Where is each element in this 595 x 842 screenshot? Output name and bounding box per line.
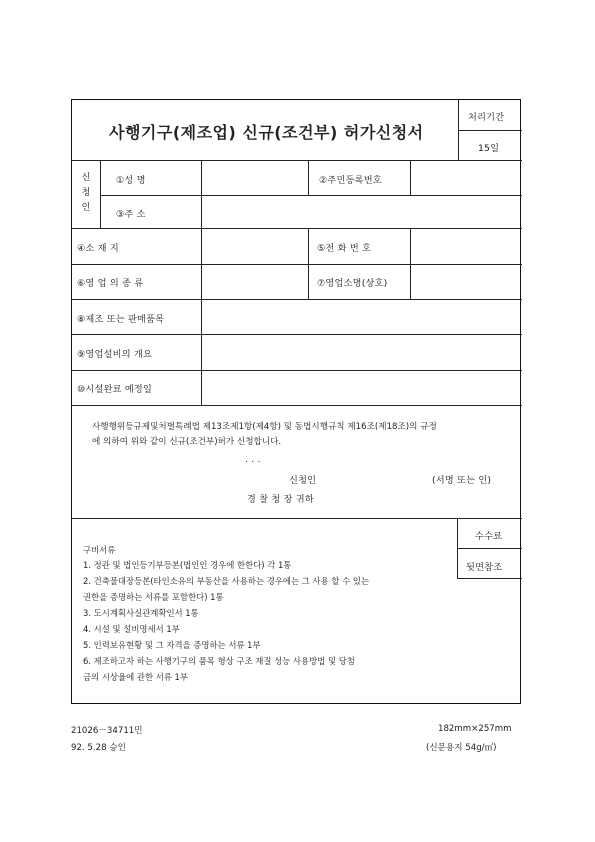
- document-item: 5. 인력보유현황 및 그 자격을 증명하는 서류 1부: [83, 640, 261, 650]
- name-label: ①성 명: [116, 175, 146, 186]
- document-item: 권한을 증명하는 서류를 포함한다) 1통: [83, 592, 224, 602]
- processing-period-value: 15일: [478, 143, 500, 154]
- divider: [72, 299, 522, 300]
- addressee: 경 찰 청 장 귀하: [247, 494, 314, 505]
- paper-type: (신문용지 54g/㎡): [426, 743, 497, 753]
- divider: [457, 578, 522, 579]
- date-marks: . . .: [245, 454, 261, 465]
- business-name-label: ⑦영업소명(상호): [317, 278, 388, 289]
- divider: [410, 160, 411, 195]
- divider: [308, 160, 309, 195]
- statement-line-2: 에 의하여 위와 같이 신규(조건부)허가 신청합니다.: [92, 437, 282, 447]
- statement-line-1: 사행행위등규제및처벌특례법 제13조제1항(제4항) 및 동법시행규칙 제16조(제18조)의 규정: [92, 422, 437, 432]
- applicant-label-char: 인: [81, 202, 91, 213]
- applicant-label-char: 청: [81, 187, 91, 198]
- resident-number-label: ②주민등록번호: [319, 175, 382, 186]
- location-label: ④소 재 지: [77, 243, 119, 254]
- document-item: 4. 시설 및 설비명세서 1부: [83, 624, 180, 634]
- fee-value: 뒷면참조: [466, 562, 503, 573]
- paper-size: 182mm×257mm: [438, 724, 512, 734]
- divider: [72, 370, 522, 371]
- divider: [72, 160, 522, 161]
- divider: [72, 405, 522, 406]
- divider: [457, 548, 522, 549]
- form-title: 사행기구(제조업) 신규(조건부) 허가신청서: [109, 123, 424, 142]
- divider: [201, 160, 202, 405]
- applicant-sign-label: 신청인: [289, 475, 317, 486]
- divider: [100, 195, 522, 196]
- document-item: 2. 건축물대장등본(타인소유의 부동산을 사용하는 경우에는 그 사용 할 수 있는: [83, 576, 370, 586]
- document-item: 금의 시상율에 관한 서류 1부: [83, 672, 188, 682]
- divider: [72, 228, 522, 229]
- document-item: 3. 도시계획사실관계확인서 1통: [83, 608, 199, 618]
- signature-label: (서명 또는 인): [432, 475, 492, 486]
- document-item: 1. 정관 및 법인등기부등본(법인인 경우에 한한다) 각 1통: [83, 560, 292, 570]
- fee-label: 수수료: [475, 531, 503, 542]
- divider: [100, 160, 101, 228]
- divider: [72, 518, 522, 519]
- approval-date: 92. 5.28 승인: [71, 743, 126, 753]
- items-label: ⑧제조 또는 판매품목: [77, 314, 165, 325]
- form-code: 21026－34711민: [71, 726, 143, 736]
- business-type-label: ⑥영 업 의 종 류: [77, 278, 144, 289]
- applicant-label-char: 신: [81, 172, 91, 183]
- divider: [72, 334, 522, 335]
- divider: [308, 228, 309, 299]
- divider: [458, 130, 522, 131]
- facilities-label: ⑨영업설비의 개요: [77, 349, 153, 360]
- phone-label: ⑤전 화 번 호: [317, 243, 372, 254]
- completion-date-label: ⑩시설완료 예정일: [77, 384, 153, 395]
- divider: [72, 264, 522, 265]
- divider: [410, 228, 411, 299]
- address-label: ③주 소: [116, 209, 146, 220]
- document-item: 6. 제조하고자 하는 사행기구의 품목 형상 구조 재질 성능 사용방법 및 당첨: [83, 656, 355, 666]
- documents-heading: 구비서류: [83, 545, 116, 555]
- application-form: [71, 99, 521, 704]
- processing-period-label: 처리기간: [468, 112, 505, 123]
